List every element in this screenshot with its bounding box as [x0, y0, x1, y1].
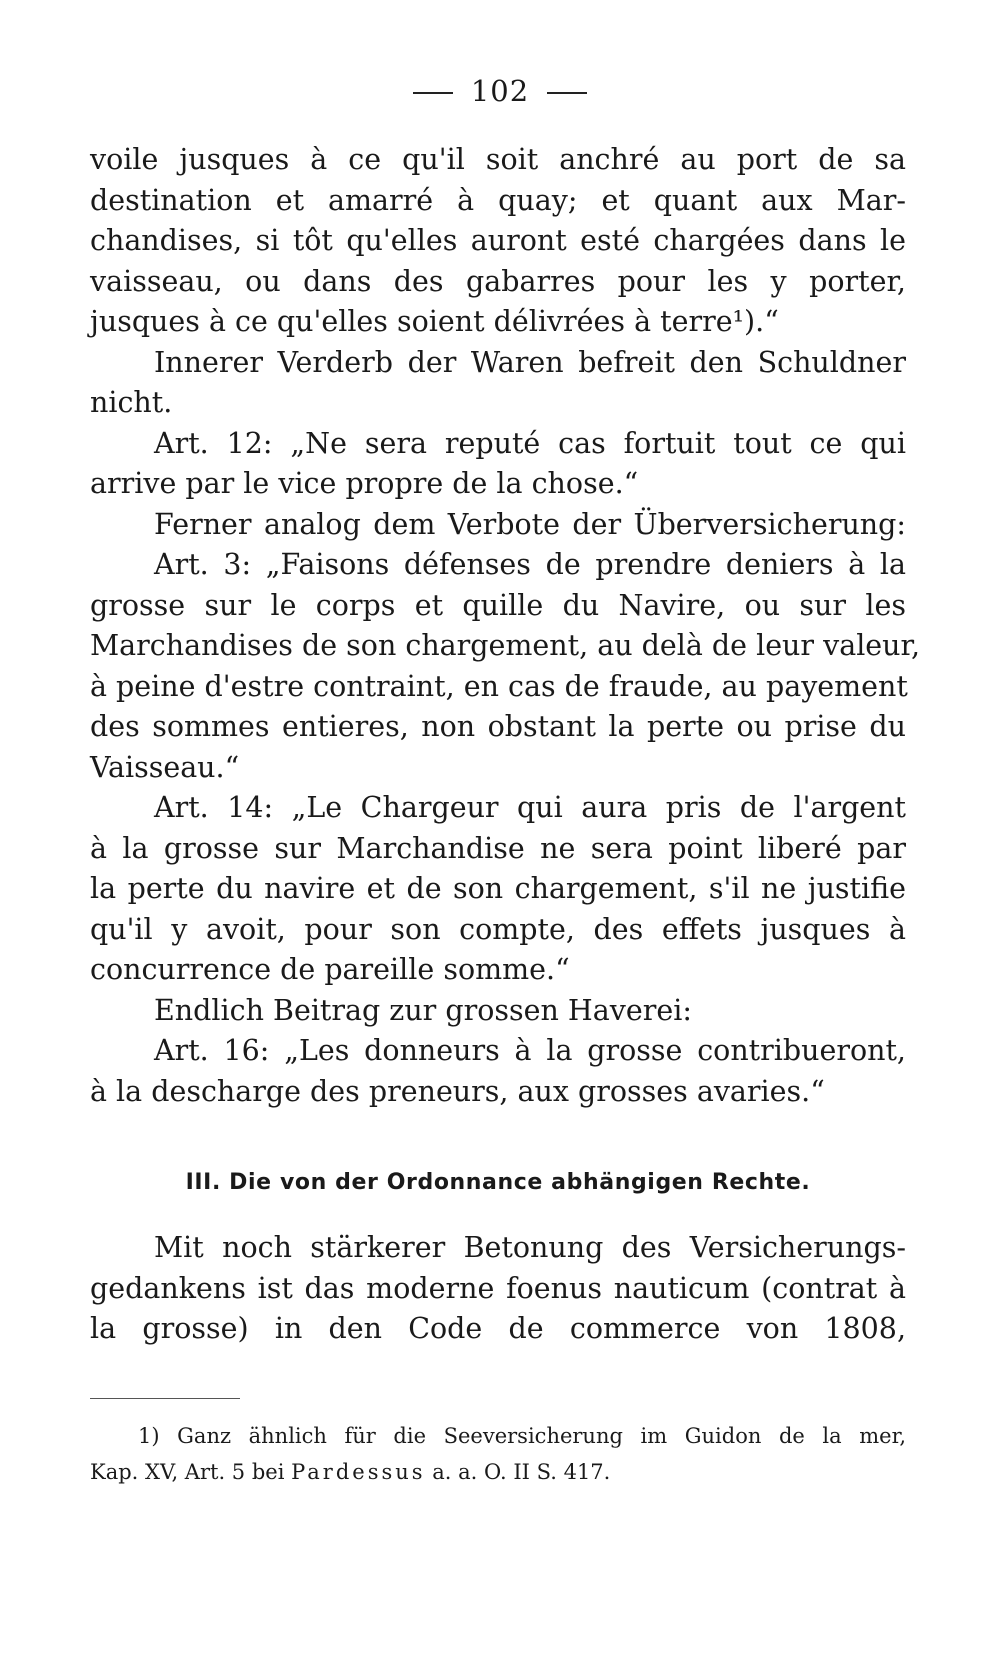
text-line: Mit noch stärkerer Betonung des Versicherungs- — [154, 1231, 906, 1264]
text-line: à peine d'estre contraint, en cas de fraude, au payement — [90, 669, 908, 703]
footnote-line: 1) Ganz ähnlich für die Seeversicherung im Guidon de la mer, — [138, 1424, 906, 1448]
text-line: des sommes entieres, non obstant la perte ou prise du — [90, 710, 906, 743]
footnote-author: Pardessus — [291, 1460, 426, 1484]
page-header — [0, 74, 1000, 108]
header-dash-right — [547, 92, 587, 94]
header-dash-left — [413, 92, 453, 94]
text-line: la grosse) in den Code de commerce von 1808, — [90, 1312, 906, 1345]
text-line: arrive par le vice propre de la chose.“ — [90, 467, 639, 500]
text-line: voile jusques à ce qu'il soit anchré au port de sa — [90, 143, 906, 176]
footnote-text: Kap. XV, Art. 5 bei — [90, 1460, 292, 1484]
text-line: à la descharge des preneurs, aux grosses avaries.“ — [90, 1074, 825, 1108]
text-line: à la grosse sur Marchandise ne sera point liberé par — [90, 831, 906, 865]
footnote-rule — [90, 1398, 240, 1399]
text-line: Marchandises de son chargement, au delà de leur valeur, — [90, 629, 921, 662]
text-line: Ferner analog dem Verbote der Überversicherung: — [154, 507, 906, 541]
text-line: Art. 14: „Le Chargeur qui aura pris de l'argent — [154, 791, 906, 824]
page-number: 102 — [470, 74, 530, 108]
footnote-text: a. a. O. II S. 417. — [425, 1460, 611, 1484]
section-heading: III. Die von der Ordonnance abhängigen Rechte. — [185, 1170, 811, 1195]
section-text — [90, 1228, 906, 1350]
text-line: Innerer Verderb der Waren befreit den Schuldner — [154, 345, 906, 379]
text-line: Art. 3: „Faisons défenses de prendre deniers à la — [154, 548, 906, 581]
text-line: la perte du navire et de son chargement, s'il ne justifie — [90, 872, 906, 905]
text-line: Vaisseau.“ — [90, 750, 240, 784]
text-line: Endlich Beitrag zur grossen Haverei: — [154, 993, 692, 1027]
footnotes — [90, 1418, 906, 1490]
text-line: Art. 12: „Ne sera reputé cas fortuit tout ce qui — [154, 426, 906, 460]
body-text — [90, 140, 921, 1112]
text-line: concurrence de pareille somme.“ — [90, 953, 570, 986]
text-line: grosse sur le corps et quille du Navire, ou sur les — [90, 588, 906, 622]
text-line: nicht. — [90, 386, 173, 419]
text-line: qu'il y avoit, pour son compte, des effets jusques à — [90, 912, 906, 946]
text-line: Art. 16: „Les donneurs à la grosse contribueront, — [154, 1034, 906, 1067]
text-line: vaisseau, ou dans des gabarres pour les y porter, — [90, 264, 906, 298]
text-line: gedankens ist das moderne foenus nauticum (contrat à — [90, 1271, 906, 1305]
text-line: chandises, si tôt qu'elles auront esté chargées dans le — [90, 224, 906, 257]
text-line: destination et amarré à quay; et quant aux Mar- — [90, 183, 906, 217]
footnote-line — [90, 1454, 906, 1490]
text-line: jusques à ce qu'elles soient délivrées à terre¹).“ — [90, 305, 779, 338]
